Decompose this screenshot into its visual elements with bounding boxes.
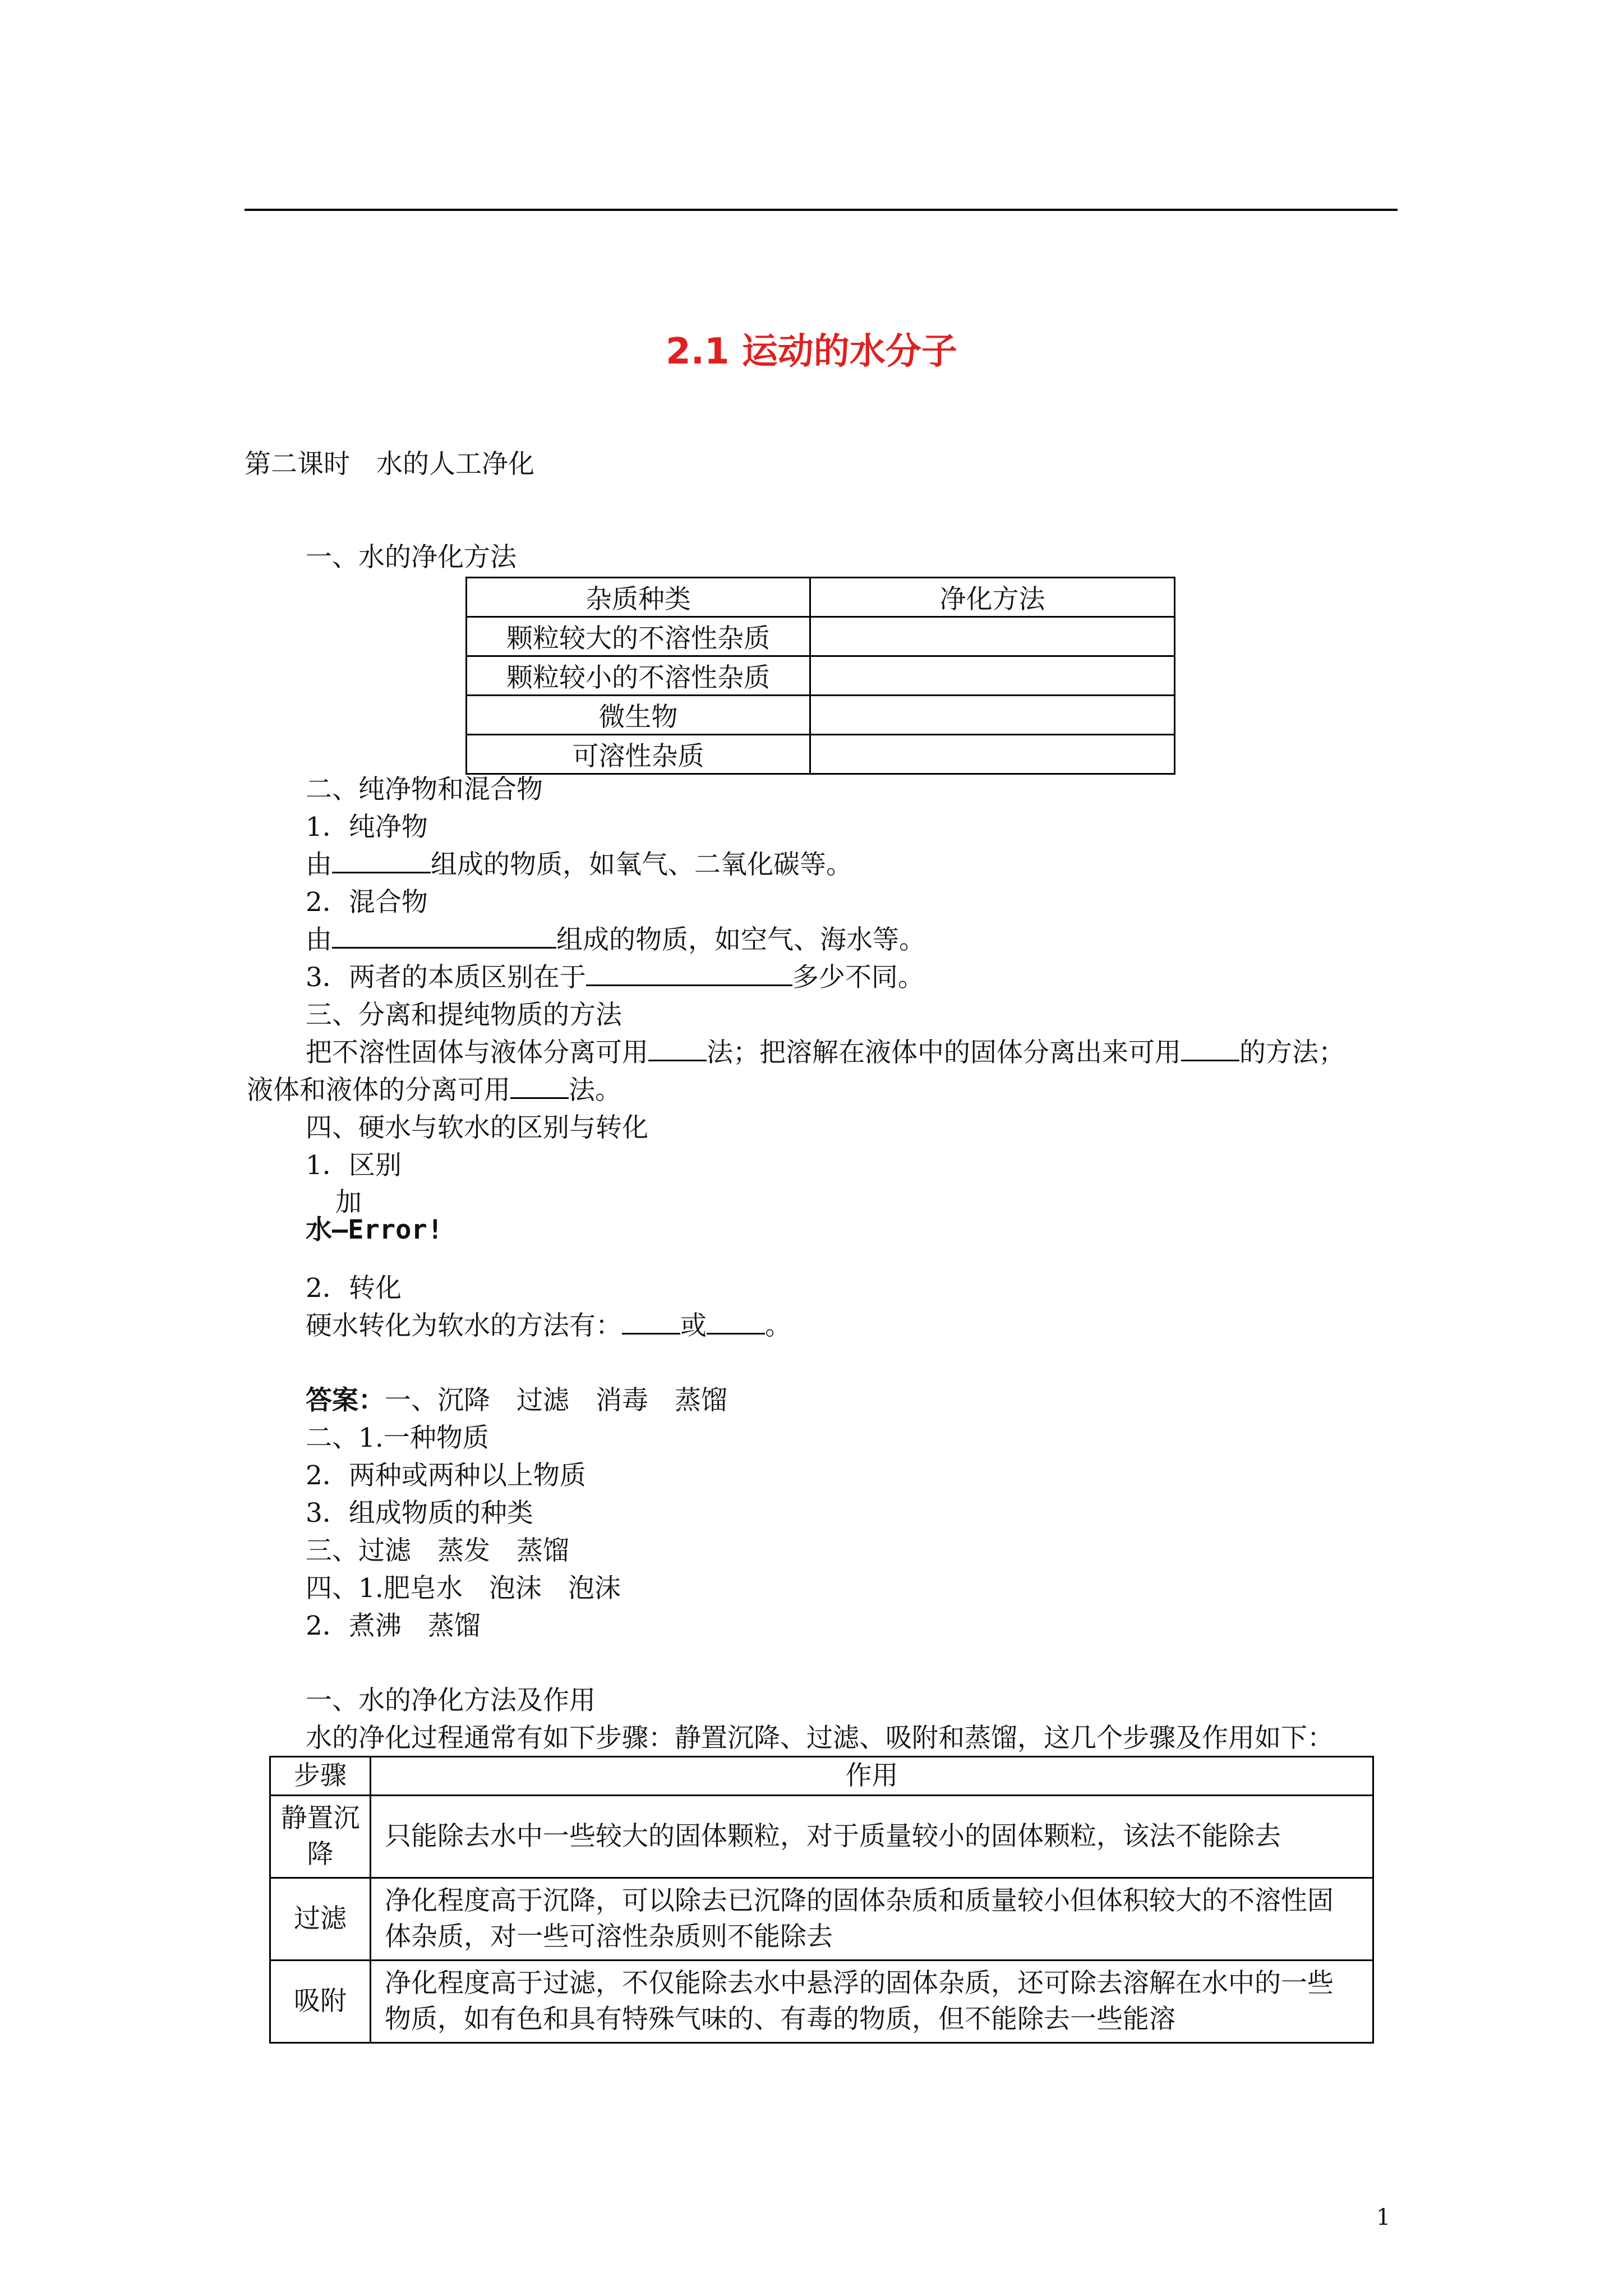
- fill-blank: [648, 1036, 707, 1061]
- section1-heading: 一、水的净化方法: [306, 542, 517, 573]
- answers-line7: 2．煮沸 蒸馏: [306, 1611, 481, 1641]
- mixture-label: 2．混合物: [306, 887, 428, 918]
- fill-blank: [707, 1309, 765, 1335]
- step-cell: 静置沉降: [270, 1796, 371, 1878]
- separation-line1: 把不溶性固体与液体分离可用 法；把溶解在液体中的固体分离出来可用 的方法；: [306, 1037, 1345, 1068]
- step-cell: 过滤: [270, 1878, 371, 1961]
- distinguish-label: 1．区别: [306, 1150, 402, 1181]
- fill-blank: [332, 848, 431, 873]
- convert-label: 2．转化: [306, 1273, 402, 1304]
- impurity-cell: 颗粒较大的不溶性杂质: [467, 617, 810, 656]
- table-row: [270, 1878, 1373, 1961]
- section4-heading: 四、硬水与软水的区别与转化: [306, 1112, 648, 1143]
- header-step: 步骤: [270, 1757, 371, 1796]
- answers-line2: 二、1.一种物质: [306, 1423, 489, 1453]
- fill-blank: [332, 923, 556, 949]
- page-title: 2.1 运动的水分子: [666, 331, 957, 372]
- table-row: [270, 1961, 1373, 2043]
- purification-table: [465, 577, 1175, 775]
- fill-blank: [510, 1074, 569, 1099]
- pure-substance-label: 1．纯净物: [306, 812, 428, 843]
- method-cell: [810, 696, 1175, 735]
- answers-line6: 四、1.肥皂水 泡沫 泡沫: [306, 1573, 621, 1604]
- table-row: [467, 617, 1175, 656]
- page-number: 1: [1376, 2205, 1391, 2230]
- lesson-subtitle: 第二课时 水的人工净化: [245, 449, 534, 480]
- section5-intro: 水的净化过程通常有如下步骤：静置沉降、过滤、吸附和蒸馏，这几个步骤及作用如下：: [306, 1723, 1334, 1754]
- method-cell: [810, 617, 1175, 656]
- answers-label: 答案：: [306, 1385, 385, 1416]
- table-row: [467, 735, 1175, 774]
- impurity-cell: 可溶性杂质: [467, 735, 810, 774]
- table-row: [467, 696, 1175, 735]
- pure-substance-line: 由 组成的物质，如氧气、二氧化碳等。: [306, 849, 852, 880]
- essential-difference-line: 3．两者的本质区别在于 多少不同。: [306, 962, 924, 993]
- method-cell: [810, 735, 1175, 774]
- step-cell: 吸附: [270, 1961, 371, 2043]
- add-label: 加: [335, 1187, 362, 1218]
- impurity-cell: 颗粒较小的不溶性杂质: [467, 656, 810, 696]
- fill-blank: [1181, 1036, 1239, 1061]
- header-effect: 作用: [371, 1757, 1373, 1796]
- method-cell: [810, 656, 1175, 696]
- table-header-row: [270, 1757, 1373, 1796]
- answers-line3: 2．两种或两种以上物质: [306, 1460, 586, 1491]
- answers-line5: 三、过滤 蒸发 蒸馏: [306, 1535, 569, 1566]
- error-line: 水—Error!: [306, 1214, 444, 1245]
- effect-cell: 净化程度高于过滤，不仅能除去水中悬浮的固体杂质，还可除去溶解在水中的一些物质，如有色和具有特殊气味的、有毒的物质，但不能除去一些能溶: [371, 1961, 1373, 2043]
- header-purification-method: 净化方法: [810, 578, 1175, 617]
- header-rule: [245, 209, 1398, 211]
- mixture-line: 由 组成的物质，如空气、海水等。: [306, 924, 925, 955]
- answers-line1: 答案：一、沉降 过滤 消毒 蒸馏: [306, 1385, 727, 1416]
- effect-cell: 净化程度高于沉降，可以除去已沉降的固体杂质和质量较小但体积较大的不溶性固体杂质，对一些可溶性杂质则不能除去: [371, 1878, 1373, 1961]
- impurity-cell: 微生物: [467, 696, 810, 735]
- fill-blank: [622, 1309, 680, 1335]
- table-header-row: [467, 578, 1175, 617]
- steps-table: [269, 1756, 1374, 2044]
- table-row: [270, 1796, 1373, 1878]
- separation-line2: 液体和液体的分离可用 法。: [247, 1075, 621, 1106]
- convert-line: 硬水转化为软水的方法有： 或 。: [306, 1310, 791, 1341]
- header-impurity-type: 杂质种类: [467, 578, 810, 617]
- section2-heading: 二、纯净物和混合物: [306, 774, 543, 805]
- section5-heading: 一、水的净化方法及作用: [306, 1685, 596, 1716]
- effect-cell: 只能除去水中一些较大的固体颗粒，对于质量较小的固体颗粒，该法不能除去: [371, 1796, 1373, 1878]
- section3-heading: 三、分离和提纯物质的方法: [306, 1000, 622, 1030]
- table-row: [467, 656, 1175, 696]
- fill-blank: [586, 961, 792, 986]
- answers-line4: 3．组成物质的种类: [306, 1498, 533, 1529]
